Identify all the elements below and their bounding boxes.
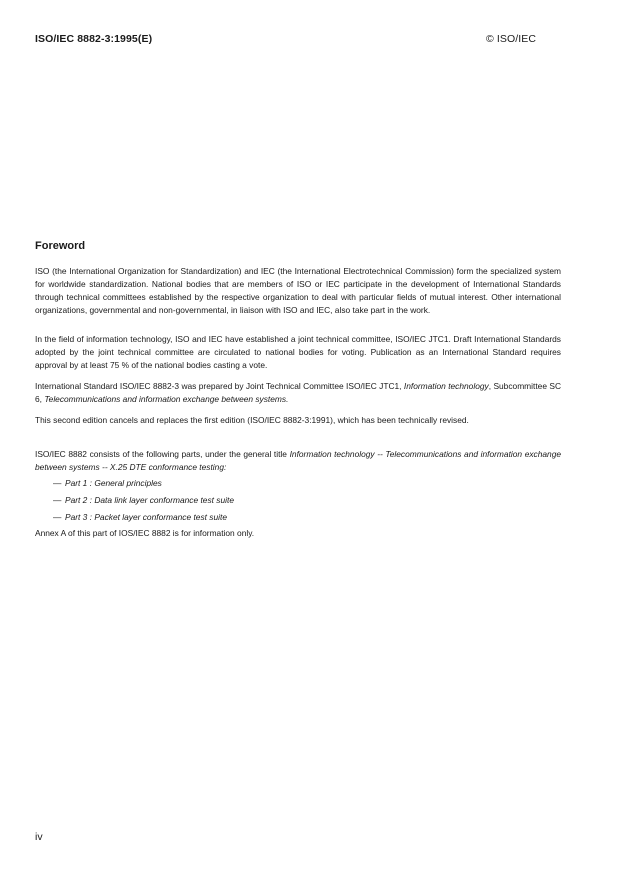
- list-dash: —: [53, 495, 62, 505]
- document-id: ISO/IEC 8882-3:1995(E): [35, 33, 153, 45]
- foreword-paragraph-3: [35, 380, 561, 406]
- foreword-paragraph-4: This second edition cancels and replaces the first edition (ISO/IEC 8882-3:1991), which has been technically revised.: [35, 415, 469, 425]
- foreword-paragraph-2: In the field of information technology, ISO and IEC have established a joint technical committee, ISO/IEC JTC1. Draft International Standards adopted by the joint technical committee are circulated to national bodies for voting. Publication as an International Standard requires approval by at least 75 % of the national bodies casting a vote.: [35, 334, 561, 370]
- foreword-paragraph-6: Annex A of this part of IOS/IEC 8882 is for information only.: [35, 528, 255, 538]
- list-item-text: Part 3 : Packet layer conformance test suite: [65, 512, 227, 522]
- paragraph-3-text-b: Information technology: [403, 381, 489, 391]
- paragraph-3-text-c: , Subcommittee SC 6,: [35, 381, 562, 404]
- paragraph-3-text-a: International Standard ISO/IEC 8882-3 was prepared by Joint Technical Committee ISO/IEC JTC1,: [35, 381, 404, 391]
- list-item: [53, 477, 162, 489]
- list-item: [53, 511, 227, 523]
- page-number: iv: [35, 831, 43, 843]
- list-dash: —: [53, 478, 62, 488]
- list-item: [53, 494, 234, 506]
- list-dash: —: [53, 512, 62, 522]
- foreword-paragraph-5: [35, 448, 561, 474]
- paragraph-3-text-d: Telecommunications and information exchange between systems.: [44, 394, 289, 404]
- foreword-paragraph-1: ISO (the International Organization for Standardization) and IEC (the International Electrotechnical Commission) form the specialized system for worldwide standardization. National bodies that are members of ISO or IEC participate in the development of International Standards through technical committees established by the respective organization to deal with particular fields of mutual interest. Other international organizations, governmental and non-governmental, in liaison with ISO and IEC, also take part in the work.: [35, 266, 561, 315]
- paragraph-5-text-b: Information technology -- Telecommunications and information exchange between systems -- X.25 DTE conformance testing:: [35, 449, 562, 472]
- copyright-notice: © ISO/IEC: [486, 33, 537, 45]
- paragraph-5-text-a: ISO/IEC 8882 consists of the following parts, under the general title: [35, 449, 290, 459]
- section-title: Foreword: [35, 240, 86, 252]
- list-item-text: Part 1 : General principles: [65, 478, 162, 488]
- list-item-text: Part 2 : Data link layer conformance test suite: [65, 495, 234, 505]
